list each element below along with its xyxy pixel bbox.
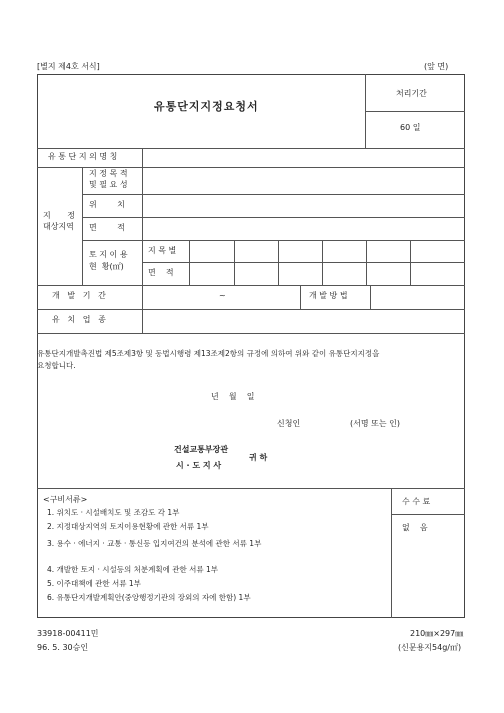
land-use-label-2: 현 황(㎡)	[89, 262, 124, 271]
page-title: 유통단지지정요청서	[154, 100, 259, 113]
approval-date: 96. 5. 30승인	[37, 643, 89, 652]
form-number: [별지 제4호 서식]	[37, 62, 100, 71]
document-item: 6. 유통단지개발계획안(중앙행정기관의 장외의 자에 한함) 1부	[47, 593, 251, 602]
complex-name-label: 유 통 단 지 의 명 칭	[48, 152, 118, 161]
document-item: 4. 개발한 토지 · 시설등의 처분계획에 관한 서류 1부	[47, 565, 219, 574]
recipient-line-2: 시 · 도 지 사	[176, 461, 222, 470]
designation-target-label-2: 대상지역	[43, 222, 74, 231]
development-period-label: 개 발 기 간	[52, 291, 106, 300]
paper-size: 210㎜×297㎜	[410, 629, 464, 638]
applicant-label: 신청인	[277, 419, 301, 428]
recipient-suffix: 귀 하	[249, 453, 268, 462]
processing-period-value: 60 일	[400, 123, 421, 132]
fee-label: 수 수 료	[402, 497, 431, 506]
attracting-business-label: 유 치 업 종	[52, 315, 106, 324]
declaration-text: 유통단지개발촉진법 제5조제3항 및 동법시행령 제13조제2항의 규정에 의하여 위와 같이 유통단지지정을	[37, 349, 380, 358]
paper-type: (신문용지54g/㎡)	[398, 643, 462, 652]
signature-note: (서명 또는 인)	[350, 419, 400, 428]
declaration-text-2: 요청합니다.	[37, 361, 76, 370]
land-use-label: 토 지 이 용	[89, 250, 128, 259]
fee-value: 없 음	[402, 523, 428, 532]
location-label: 위 치	[89, 200, 125, 209]
area-label: 면 적	[89, 223, 125, 232]
purpose-label: 지 정 목 적	[89, 169, 128, 178]
document-item: 5. 이주대책에 관한 서류 1부	[47, 579, 141, 588]
purpose-label-2: 및 필 요 성	[89, 180, 128, 189]
document-item: 1. 위치도 · 시설배치도 및 조감도 각 1부	[47, 508, 180, 517]
page-side-label: (앞 면)	[424, 62, 449, 71]
land-category-label: 지 목 별	[148, 246, 177, 255]
date-line: 년 월 일	[211, 392, 255, 401]
development-method-label: 개 발 방 법	[309, 291, 348, 300]
document-item: 3. 용수 · 에너지 · 교통 · 통신등 입지여건의 분석에 관한 서류 1부	[47, 539, 262, 548]
designation-target-label: 지 정	[43, 211, 82, 220]
recipient-line-1: 건설교통부장관	[174, 445, 229, 454]
form-code: 33918-00411민	[37, 629, 99, 638]
documents-header: <구비서류>	[43, 495, 88, 504]
processing-period-label: 처리기간	[396, 89, 427, 98]
land-area-label: 면 적	[148, 268, 174, 277]
document-item: 2. 지정대상지역의 토지이용현황에 관한 서류 1부	[47, 522, 209, 531]
period-separator: ~	[219, 291, 226, 300]
